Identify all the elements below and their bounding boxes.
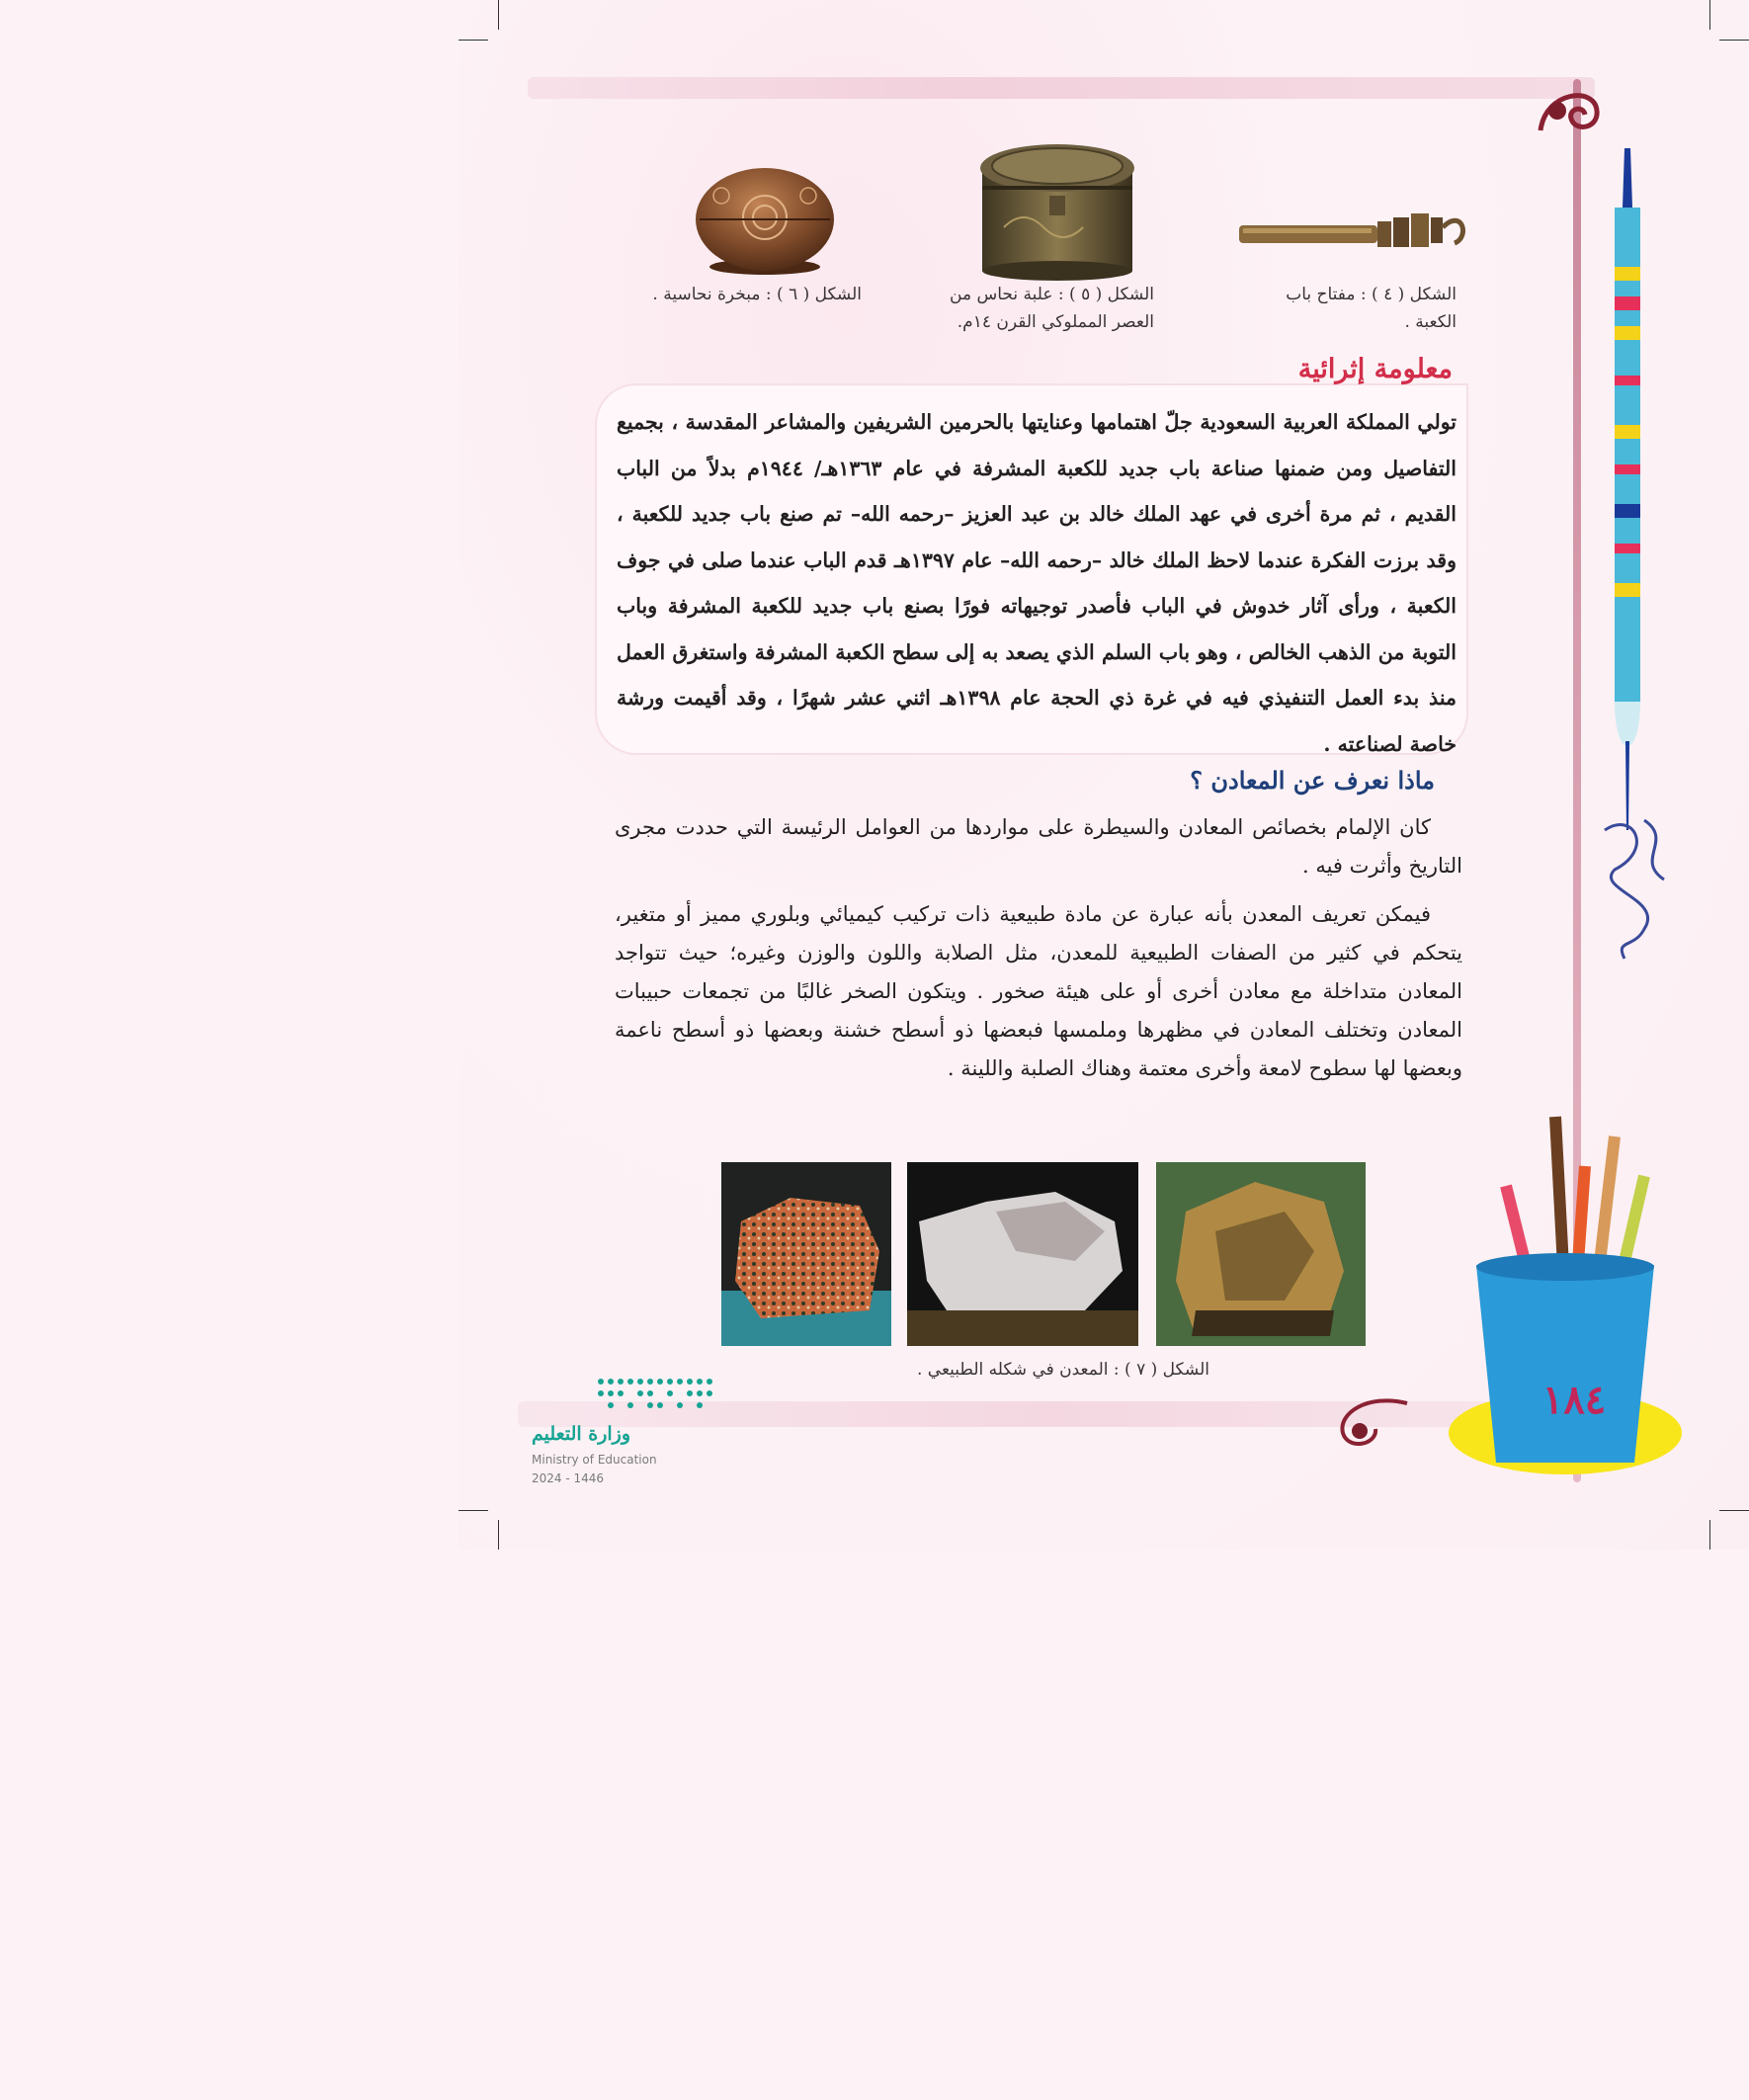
figure-5-caption (950, 281, 1154, 336)
crop-mark (498, 1520, 499, 1550)
caption-line: العصر المملوكي القرن ١٤م. (957, 312, 1154, 332)
caption-line: الكعبة . (1404, 312, 1457, 332)
ornament-curl-icon (1328, 1393, 1417, 1453)
copper-box-image (974, 138, 1140, 283)
caption-line: الشكل ( ٤ ) : مفتاح باب (1286, 285, 1457, 304)
section-heading: ماذا نعرف عن المعادن ؟ (1190, 766, 1435, 795)
page-number: ١٨٤ (1541, 1377, 1607, 1423)
figure-6-caption (652, 281, 862, 308)
enrichment-info-text: تولي المملكة العربية السعودية جلّ اهتمامها وعنايتها بالحرمين الشريفين والمشاعر المقدسة ، بجميع التفاصيل ومن ضمنها صناعة باب جديد للكعبة المشرفة في عام ١٣٦٣هـ/ ١٩٤٤م بدلاً من الباب القديم ، ثم مرة أخرى في عهد الملك خالد بن عبد العزيز –رحمه الله– تم صنع باب جديد للكعبة ، وقد برزت الفكرة عندما لاحظ الملك خالد –رحمه الله– عام ١٣٩٧هـ قدم الباب عندما صلى في جوف الكعبة ، ورأى آثار خدوش في الباب فأصدر توجيهاته فورًا بصنع باب جديد للكعبة المشرفة وباب التوبة من الذهب الخالص ، وهو باب السلم الذي يصعد به إلى سطح الكعبة المشرفة واستغرق العمل منذ بدء العمل التنفيذي فيه في غرة ذي الحجة عام ١٣٩٨هـ اثني عشر شهرًا ، وقد أقيمت ورشة خاصة لصناعته . (617, 410, 1457, 756)
crop-mark (1709, 0, 1710, 30)
crop-mark (458, 1510, 488, 1511)
decorative-scribble-icon (1595, 810, 1684, 968)
decorative-pen-icon (1603, 148, 1652, 830)
ministry-logo-icon (593, 1376, 716, 1411)
caption-line: الشكل ( ٦ ) : مبخرة نحاسية . (652, 285, 862, 304)
paragraph: كان الإلمام بخصائص المعادن والسيطرة على مواردها من العوامل الرئيسة التي حددت مجرى التاريخ وأثرت فيه . (615, 815, 1462, 878)
copper-incense-burner-image (692, 156, 838, 279)
kaaba-key-image (1235, 198, 1472, 257)
crop-mark (458, 40, 488, 41)
crop-mark (498, 0, 499, 30)
caption-line: الشكل ( ٥ ) : علبة نحاس من (950, 285, 1154, 304)
pyrite-mineral-image (1156, 1162, 1366, 1346)
figure-7-caption: الشكل ( ٧ ) : المعدن في شكله الطبيعي . (916, 1360, 1209, 1380)
section-body (615, 808, 1462, 1098)
figure-4-caption (1286, 281, 1457, 336)
ministry-name-english: Ministry of Education (532, 1453, 657, 1467)
granite-mineral-image (721, 1162, 891, 1346)
crop-mark (1719, 40, 1749, 41)
crop-mark (1709, 1520, 1710, 1550)
ministry-year: 2024 - 1446 (532, 1471, 605, 1485)
pencil-cup-icon (1447, 1107, 1684, 1482)
enrichment-info-title: معلومة إثرائية (1297, 354, 1453, 384)
crop-mark (1719, 1510, 1749, 1511)
paragraph: فيمكن تعريف المعدن بأنه عبارة عن مادة طبيعية ذات تركيب كيميائي وبلوري مميز أو متغير، يتحكم في كثير من الصفات الطبيعية للمعدن، مثل الصلابة واللون والوزن وغيره؛ حيث تتواجد المعادن متداخلة مع معادن أخرى أو على هيئة صخور . ويتكون الصخر غالبًا من تجمعات حبيبات المعادن وتختلف المعادن في مظهرها وملمسها فبعضها ذو أسطح خشنة وبعضها ذو أسطح ناعمة وبعضها لها سطوح لامعة وأخرى معتمة وهناك الصلبة واللينة . (615, 902, 1462, 1080)
ministry-name-arabic: وزارة التعليم (532, 1423, 631, 1445)
ornament-curl-icon (1536, 81, 1605, 140)
decorative-frame-top (528, 77, 1595, 99)
quartz-mineral-image (907, 1162, 1138, 1346)
